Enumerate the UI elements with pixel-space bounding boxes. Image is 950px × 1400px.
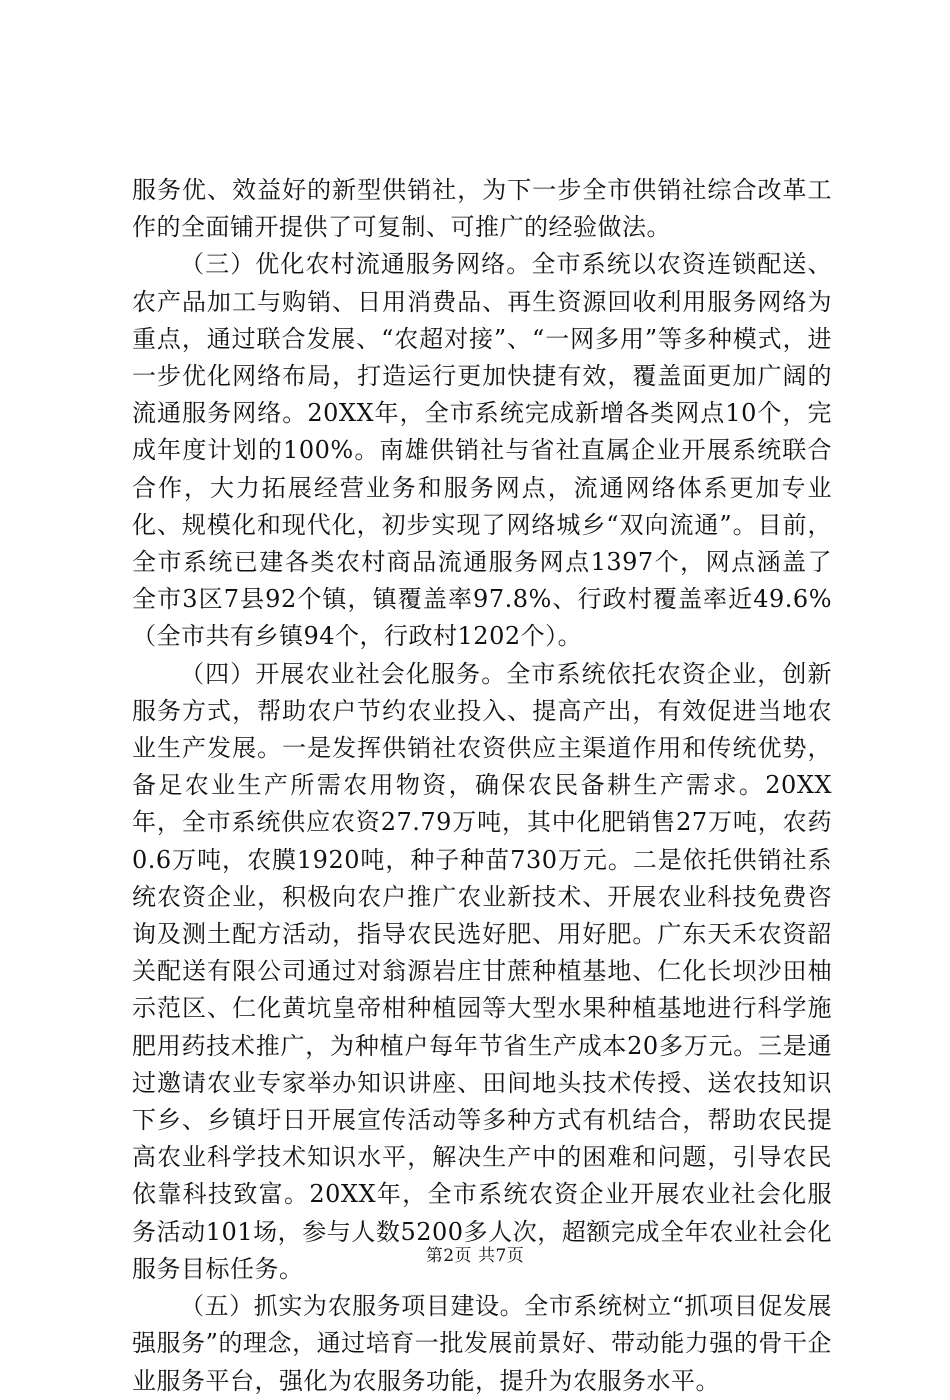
paragraph-section-5: （五）抓实为农服务项目建设。全市系统树立“抓项目促发展强服务”的理念，通过培育一批发展前景好、带动能力强的骨干企业服务平台，强化为农服务功能，提升为农服务水平。 xyxy=(132,1292,832,1395)
page-number-footer: 第2页 共7页 xyxy=(425,1246,525,1266)
paragraph-continuation: 服务优、效益好的新型供销社，为下一步全市供销社综合改革工作的全面铺开提供了可复制、可推广的经验做法。 xyxy=(132,176,832,242)
paragraph-section-4: （四）开展农业社会化服务。全市系统依托农资企业，创新服务方式，帮助农户节约农业投入、提高产出，有效促进当地农业生产发展。一是发挥供销社农资供应主渠道作用和传统优势，备足农业生产所需农用物资，确保农民备耕生产需求。20XX年，全市系统供应农资27.79万吨，其中化肥销售27万吨，农药0.6万吨，农膜1920吨，种子种苗730万元。二是依托供销社系统农资企业，积极向农户推广农业新技术、开展农业科技免费咨询及测土配方活动，指导农民选好肥、用好肥。广东天禾农资韶关配送有限公司通过对翁源岩庄甘蔗种植基地、仁化长坝沙田柚示范区、仁化黄坑皇帝柑种植园等大型水果种植基地进行科学施肥用药技术推广，为种植户每年节省生产成本20多万元。三是通过邀请农业专家举办知识讲座、田间地头技术传授、送农技知识下乡、乡镇圩日开展宣传活动等多种方式有机结合，帮助农民提高农业科学技术知识水平，解决生产中的困难和问题，引导农民依靠科技致富。20XX年，全市系统农资企业开展农业社会化服务活动101场，参与人数5200多人次，超额完成全年农业社会化服务目标任务。 xyxy=(132,659,832,1283)
document-body xyxy=(132,172,832,1400)
paragraph-section-3: （三）优化农村流通服务网络。全市系统以农资连锁配送、农产品加工与购销、日用消费品、再生资源回收利用服务网络为重点，通过联合发展、“农超对接”、“一网多用”等多种模式，进一步优化网络布局，打造运行更加快捷有效，覆盖面更加广阔的流通服务网络。20XX年，全市系统完成新增各类网点10个，完成年度计划的100%。南雄供销社与省社直属企业开展系统联合合作，大力拓展经营业务和服务网点，流通网络体系更加专业化、规模化和现代化，初步实现了网络城乡“双向流通”。目前，全市系统已建各类农村商品流通服务网点1397个，网点涵盖了全市3区7县92个镇，镇覆盖率97.8%、行政村覆盖率近49.6%（全市共有乡镇94个，行政村1202个）。 xyxy=(132,250,832,651)
